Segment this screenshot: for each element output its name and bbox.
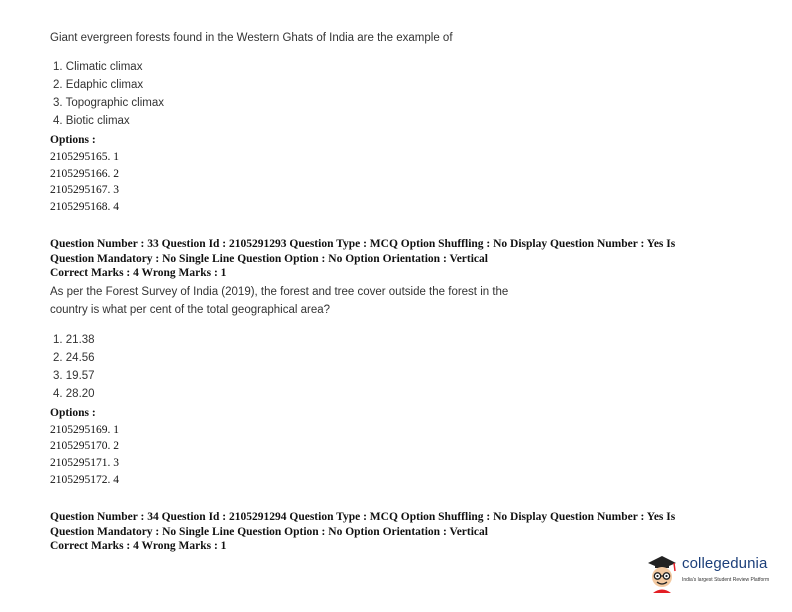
q32-choice-4: 4. Biotic climax (53, 115, 130, 127)
q33-meta (50, 237, 730, 281)
student-mascot-icon (644, 553, 680, 593)
q32-options-label: Options : (50, 134, 96, 146)
brand-tagline: India's largest Student Review Platform (682, 577, 770, 583)
brand-name: collegedunia (682, 555, 768, 572)
collegedunia-watermark (644, 553, 789, 593)
q33-choice-3: 3. 19.57 (53, 370, 95, 382)
q33-options-label: Options : (50, 407, 96, 419)
q32-choice-3: 3. Topographic climax (53, 97, 165, 109)
q34-marks: Correct Marks : 4 Wrong Marks : 1 (50, 540, 227, 552)
q34-meta-line-2: Question Mandatory : No Single Line Question Option : No Option Orientation : Vertical (50, 525, 488, 538)
q33-choice-2: 2. 24.56 (53, 352, 95, 364)
q32-choice-2: 2. Edaphic climax (53, 79, 144, 91)
question-33-text-line-2: country is what per cent of the total geographical area? (50, 304, 331, 316)
q32-choice-1: 1. Climatic climax (53, 61, 143, 73)
q34-meta-line-1: Question Number : 34 Question Id : 2105291294 Question Type : MCQ Option Shuffling : No Display Question Number : Yes Is (50, 511, 676, 523)
q34-meta (50, 510, 730, 554)
question-33-text-line-1: As per the Forest Survey of India (2019), the forest and tree cover outside the forest in the (50, 286, 509, 298)
question-32-text: Giant evergreen forests found in the Western Ghats of India are the example of (50, 32, 453, 44)
q33-choice-4: 4. 28.20 (53, 388, 95, 400)
q32-option-id-1: 2105295165. 1 (50, 151, 119, 163)
q33-option-id-3: 2105295171. 3 (50, 457, 119, 469)
q33-option-id-2: 2105295170. 2 (50, 440, 119, 452)
q33-meta-line-1: Question Number : 33 Question Id : 2105291293 Question Type : MCQ Option Shuffling : No Display Question Number : Yes Is (50, 238, 676, 250)
q32-option-id-3: 2105295167. 3 (50, 184, 119, 196)
q32-option-id-4: 2105295168. 4 (50, 201, 119, 213)
q33-option-id-1: 2105295169. 1 (50, 424, 119, 436)
q33-marks: Correct Marks : 4 Wrong Marks : 1 (50, 267, 227, 279)
q33-meta-line-2: Question Mandatory : No Single Line Question Option : No Option Orientation : Vertical (50, 252, 488, 265)
q33-choice-1: 1. 21.38 (53, 334, 95, 346)
q33-option-id-4: 2105295172. 4 (50, 474, 119, 486)
q32-option-id-2: 2105295166. 2 (50, 168, 119, 180)
